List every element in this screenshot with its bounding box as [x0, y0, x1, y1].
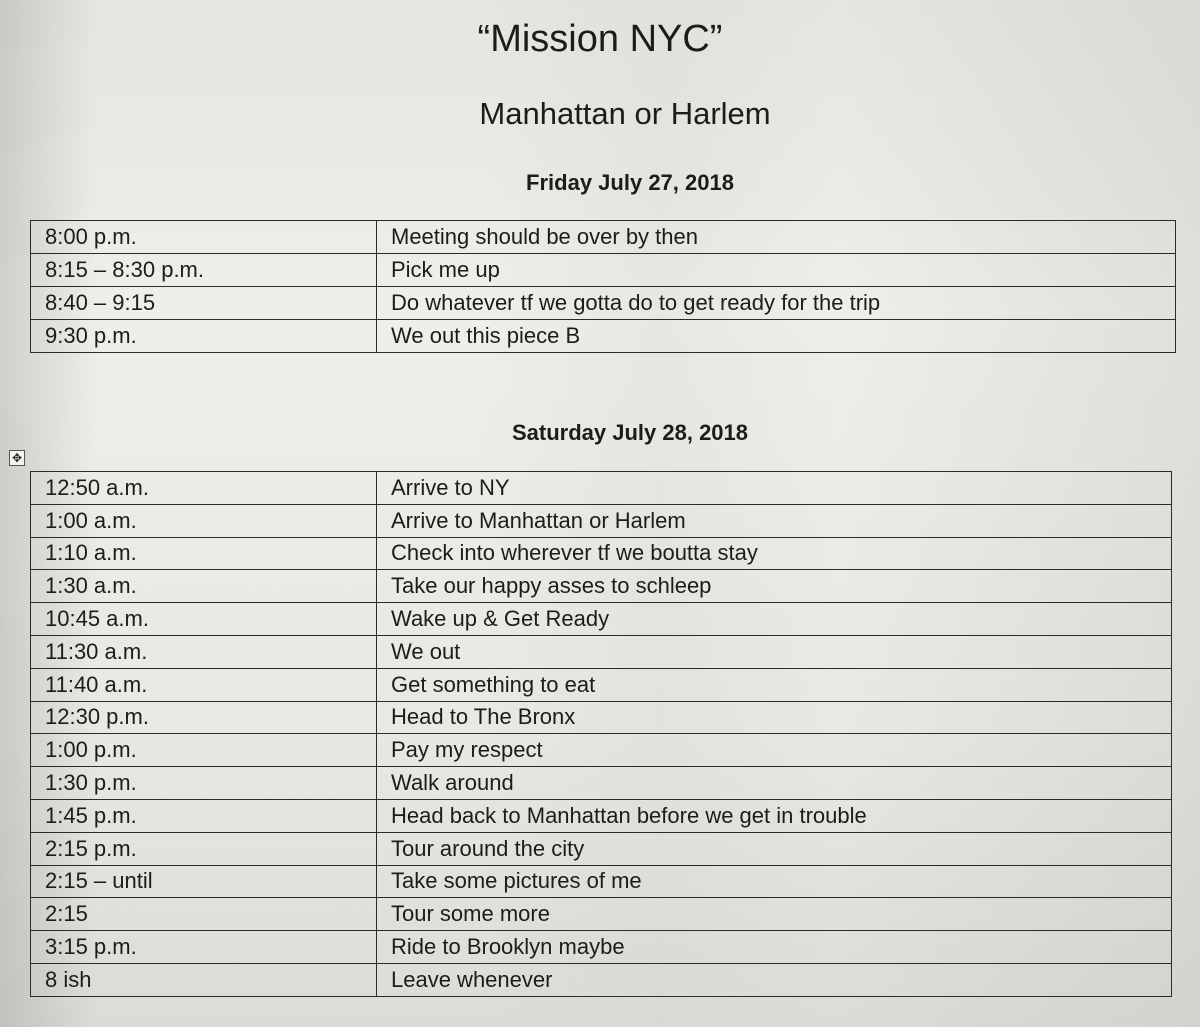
time-cell: 8:15 – 8:30 p.m.	[31, 254, 377, 287]
table-row	[31, 865, 1172, 898]
activity-cell: Leave whenever	[377, 963, 1172, 996]
time-cell: 9:30 p.m.	[31, 320, 377, 353]
activity-cell: Pick me up	[377, 254, 1176, 287]
table-row	[31, 472, 1172, 505]
activity-cell: Arrive to Manhattan or Harlem	[377, 504, 1172, 537]
activity-cell: Tour around the city	[377, 832, 1172, 865]
table-row	[31, 603, 1172, 636]
table-row	[31, 963, 1172, 996]
table-row	[31, 221, 1176, 254]
table-row	[31, 254, 1176, 287]
table-row	[31, 767, 1172, 800]
activity-cell: Wake up & Get Ready	[377, 603, 1172, 636]
time-cell: 12:50 a.m.	[31, 472, 377, 505]
activity-cell: Meeting should be over by then	[377, 221, 1176, 254]
saturday-schedule-table	[30, 471, 1172, 997]
time-cell: 8:00 p.m.	[31, 221, 377, 254]
time-cell: 2:15	[31, 898, 377, 931]
table-row	[31, 734, 1172, 767]
table-row	[31, 898, 1172, 931]
time-cell: 1:00 a.m.	[31, 504, 377, 537]
move-handle-icon[interactable]: ✥	[9, 450, 25, 466]
table-row	[31, 537, 1172, 570]
document-title: “Mission NYC”	[477, 18, 723, 60]
time-cell: 1:30 a.m.	[31, 570, 377, 603]
activity-cell: We out	[377, 635, 1172, 668]
activity-cell: Head back to Manhattan before we get in trouble	[377, 799, 1172, 832]
table-row	[31, 701, 1172, 734]
time-cell: 1:45 p.m.	[31, 799, 377, 832]
activity-cell: Pay my respect	[377, 734, 1172, 767]
time-cell: 2:15 p.m.	[31, 832, 377, 865]
time-cell: 11:30 a.m.	[31, 635, 377, 668]
activity-cell: Take our happy asses to schleep	[377, 570, 1172, 603]
table-row	[31, 799, 1172, 832]
activity-cell: Ride to Brooklyn maybe	[377, 931, 1172, 964]
time-cell: 12:30 p.m.	[31, 701, 377, 734]
table-row	[31, 570, 1172, 603]
time-cell: 10:45 a.m.	[31, 603, 377, 636]
time-cell: 1:10 a.m.	[31, 537, 377, 570]
activity-cell: Tour some more	[377, 898, 1172, 931]
time-cell: 11:40 a.m.	[31, 668, 377, 701]
table-row	[31, 287, 1176, 320]
table-row	[31, 668, 1172, 701]
activity-cell: Walk around	[377, 767, 1172, 800]
table-row	[31, 832, 1172, 865]
activity-cell: Take some pictures of me	[377, 865, 1172, 898]
activity-cell: We out this piece B	[377, 320, 1176, 353]
time-cell: 1:00 p.m.	[31, 734, 377, 767]
time-cell: 8:40 – 9:15	[31, 287, 377, 320]
time-cell: 3:15 p.m.	[31, 931, 377, 964]
day-heading-friday: Friday July 27, 2018	[526, 170, 734, 195]
time-cell: 1:30 p.m.	[31, 767, 377, 800]
activity-cell: Check into wherever tf we boutta stay	[377, 537, 1172, 570]
table-row	[31, 320, 1176, 353]
time-cell: 8 ish	[31, 963, 377, 996]
document-subtitle: Manhattan or Harlem	[479, 96, 771, 131]
day-heading-saturday: Saturday July 28, 2018	[511, 420, 749, 445]
activity-cell: Arrive to NY	[377, 472, 1172, 505]
activity-cell: Head to The Bronx	[377, 701, 1172, 734]
activity-cell: Get something to eat	[377, 668, 1172, 701]
time-cell: 2:15 – until	[31, 865, 377, 898]
table-row	[31, 635, 1172, 668]
table-row	[31, 504, 1172, 537]
table-row	[31, 931, 1172, 964]
friday-schedule-table	[30, 220, 1176, 353]
activity-cell: Do whatever tf we gotta do to get ready for the trip	[377, 287, 1176, 320]
